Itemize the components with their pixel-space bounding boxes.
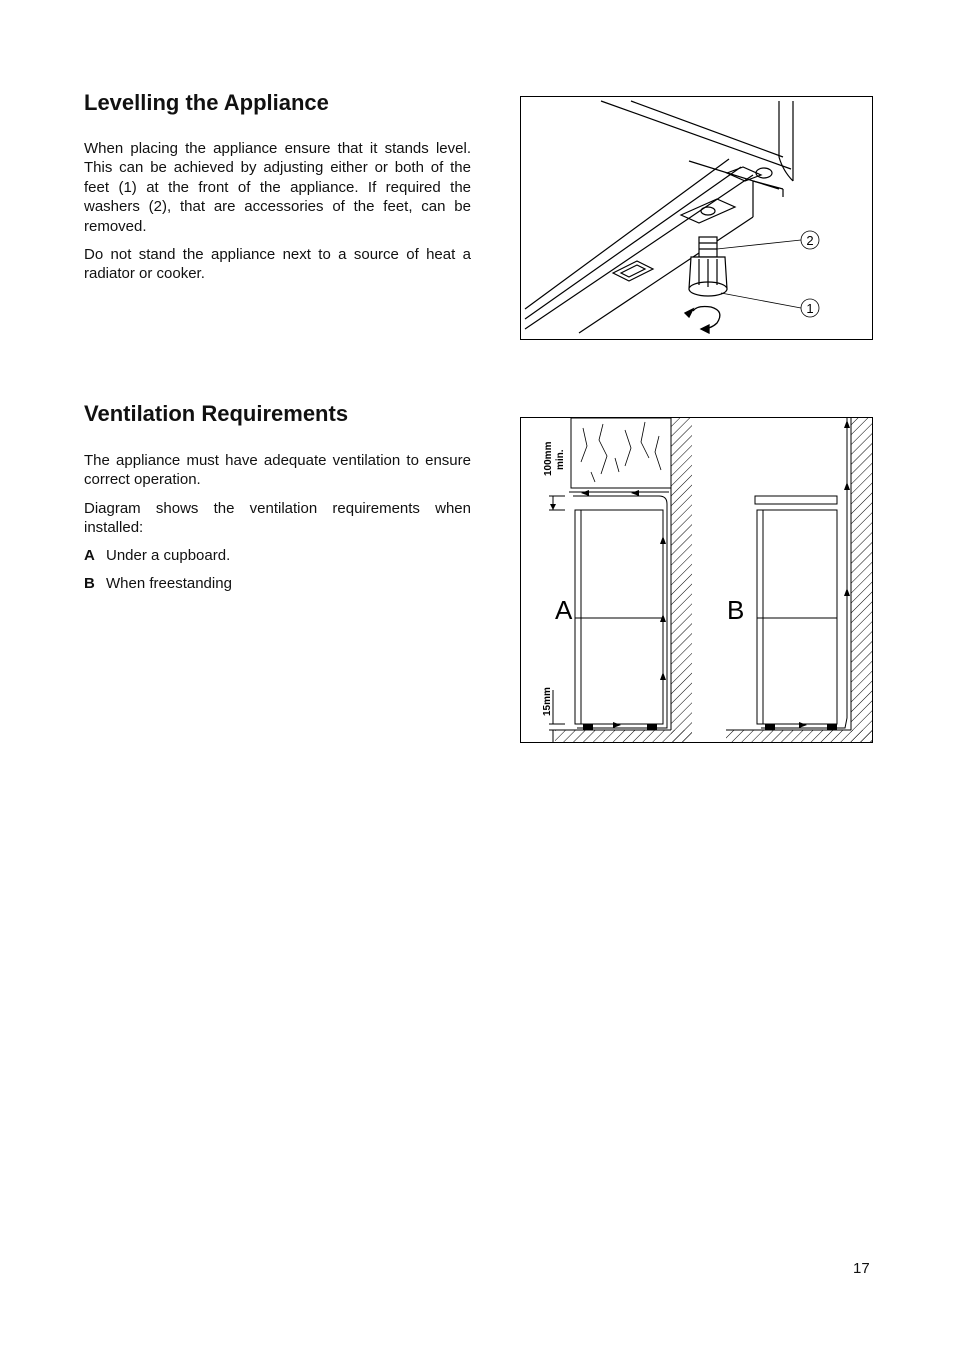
label-a: A (555, 595, 573, 625)
item-key: B (84, 575, 95, 592)
ventilation-item-a (84, 546, 230, 565)
dim-top-label: 100mm (543, 441, 554, 476)
levelling-figure (520, 96, 873, 340)
item-text: Under a cupboard. (106, 547, 231, 564)
callout-1-label: 1 (806, 301, 814, 316)
levelling-paragraph-1: When placing the appliance ensure that it stands level. This can be achieved by adjusting either or both of the feet (1) at the front of the appliance. If required the washers (2), that are accessories of the feet, can be removed. (84, 140, 471, 235)
levelling-paragraph-2: Do not stand the appliance next to a source of heat a radiator or cooker. (84, 246, 471, 283)
label-b: B (727, 595, 745, 625)
dim-bottom-label: 15mm (542, 687, 553, 716)
ventilation-paragraph-2: Diagram shows the ventilation requirements when installed: (84, 500, 471, 537)
ventilation-title: Ventilation Requirements (84, 401, 349, 426)
item-text: When freestanding (106, 575, 232, 592)
page-number: 17 (853, 1260, 870, 1277)
levelling-title: Levelling the Appliance (84, 90, 329, 115)
item-key: A (84, 547, 95, 564)
callout-2-label: 2 (806, 233, 814, 248)
ventilation-figure (520, 417, 873, 743)
ventilation-diagram (521, 418, 872, 742)
ventilation-item-b (84, 574, 232, 593)
ventilation-paragraph-1: The appliance must have adequate ventilation to ensure correct operation. (84, 452, 471, 489)
levelling-illustration (521, 97, 872, 339)
dim-top-min-label: min. (555, 449, 566, 470)
